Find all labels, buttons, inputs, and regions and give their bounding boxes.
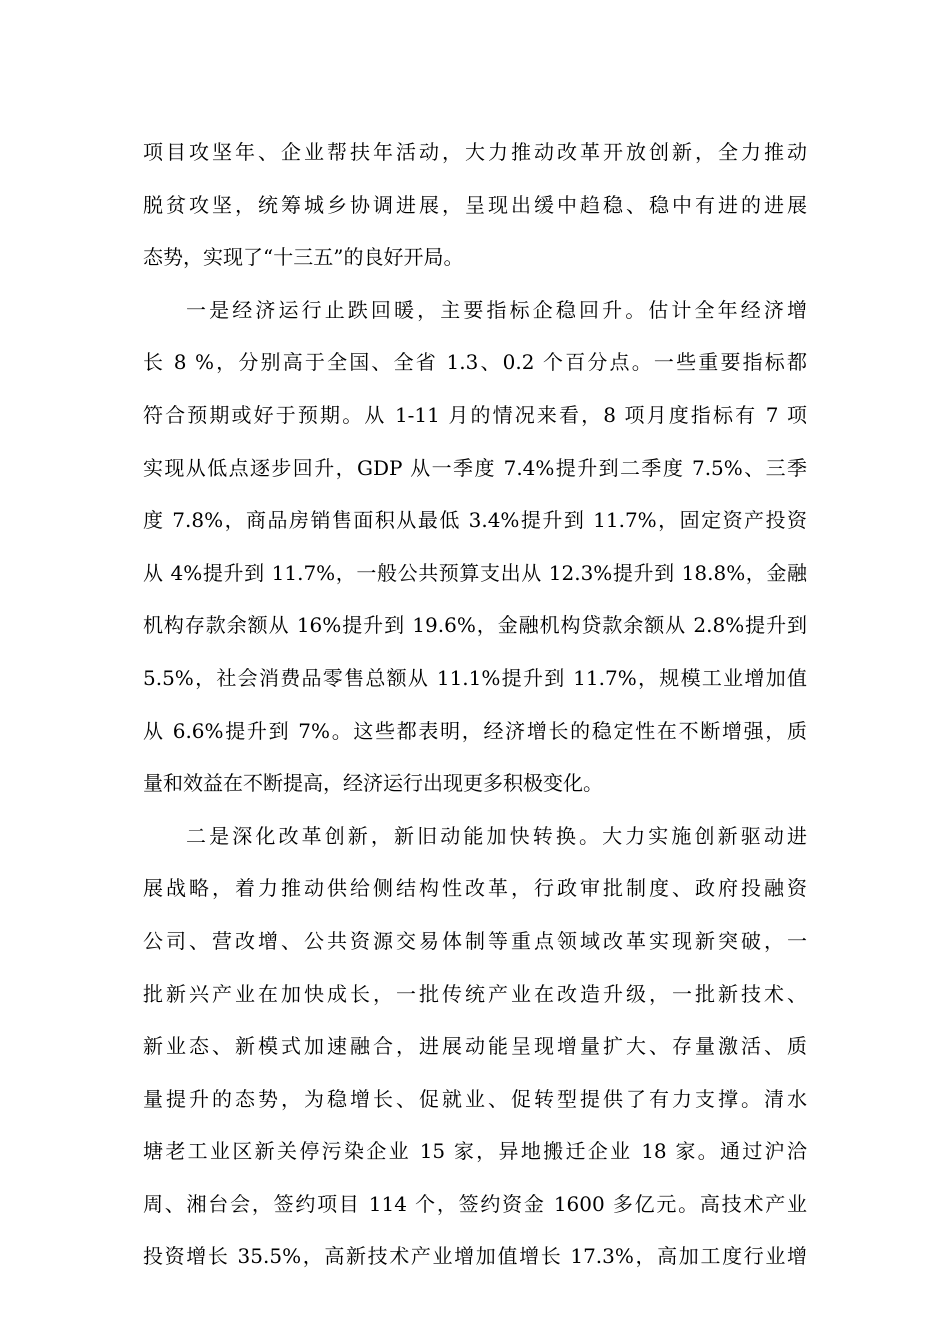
paragraph-line: 从 6.6%提升到 7%。这些都表明，经济增长的稳定性在不断增强，质 [143, 718, 807, 743]
paragraph-line: 脱贫攻坚，统筹城乡协调进展，呈现出缓中趋稳、稳中有进的进展 [143, 192, 807, 217]
body-text [143, 126, 807, 1283]
paragraph-line: 度 7.8%，商品房销售面积从最低 3.4%提升到 11.7%，固定资产投资 [143, 508, 807, 533]
paragraph-line: 机构存款余额从 16%提升到 19.6%，金融机构贷款余额从 2.8%提升到 [143, 613, 807, 638]
paragraph-line: 项目攻坚年、企业帮扶年活动，大力推动改革开放创新，全力推动 [143, 140, 807, 164]
paragraph-line: 实现从低点逐步回升，GDP 从一季度 7.4%提升到二季度 7.5%、三季 [143, 455, 807, 480]
paragraph-line: 量和效益在不断提高，经济运行出现更多积极变化。 [143, 771, 603, 796]
paragraph-line: 从 4%提升到 11.7%，一般公共预算支出从 12.3%提升到 18.8%，金融 [143, 560, 807, 585]
paragraph-line: 态势，实现了“十三五”的良好开局。 [143, 245, 464, 270]
paragraph-line: 新业态、新模式加速融合，进展动能呈现增量扩大、存量激活、质 [143, 1034, 807, 1059]
paragraph-line: 长 8 %，分别高于全国、全省 1.3、0.2 个百分点。一些重要指标都 [143, 350, 807, 375]
paragraph-line: 二是深化改革创新，新旧动能加快转换。大力实施创新驱动进 [186, 823, 807, 848]
paragraph-line: 投资增长 35.5%，高新技术产业增加值增长 17.3%，高加工度行业增 [143, 1244, 807, 1269]
paragraph-line: 量提升的态势，为稳增长、促就业、促转型提供了有力支撑。清水 [143, 1086, 807, 1111]
paragraph-line: 公司、营改增、公共资源交易体制等重点领域改革实现新突破，一 [143, 928, 807, 953]
paragraph-line: 批新兴产业在加快成长，一批传统产业在改造升级，一批新技术、 [143, 981, 807, 1006]
paragraph-line: 符合预期或好于预期。从 1-11 月的情况来看，8 项月度指标有 7 项 [143, 402, 807, 427]
paragraph-line: 展战略，着力推动供给侧结构性改革，行政审批制度、政府投融资 [143, 876, 807, 901]
paragraph-line: 塘老工业区新关停污染企业 15 家，异地搬迁企业 18 家。通过沪洽 [143, 1139, 807, 1164]
paragraph-line: 5.5%，社会消费品零售总额从 11.1%提升到 11.7%，规模工业增加值 [143, 665, 807, 690]
paragraph-line: 周、湘台会，签约项目 114 个，签约资金 1600 多亿元。高技术产业 [143, 1191, 807, 1216]
paragraph-line: 一是经济运行止跌回暖，主要指标企稳回升。估计全年经济增 [186, 297, 807, 322]
